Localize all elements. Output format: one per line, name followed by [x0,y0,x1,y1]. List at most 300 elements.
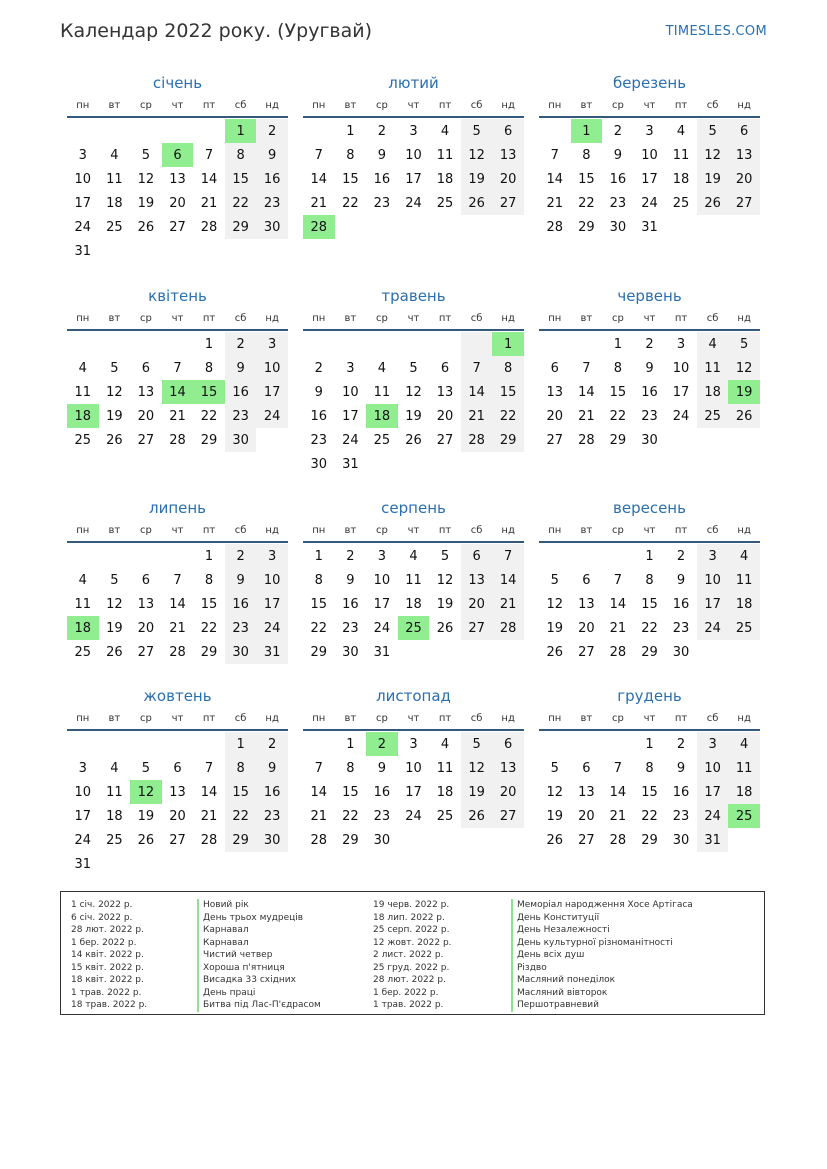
weekday-label: нд [501,99,515,111]
day-cell: 23 [373,195,391,211]
month-name: вересень [613,499,686,517]
holiday-day: 19 [728,380,760,404]
day-cell: 29 [225,215,257,239]
day-cell: 9 [314,384,323,400]
day-cell: 26 [728,404,760,428]
holiday-day: 25 [728,804,760,828]
day-cell: 30 [672,644,690,660]
day-cell: 14 [200,171,218,187]
day-cell: 12 [461,143,493,167]
day-cell: 24 [256,404,288,428]
day-cell: 18 [106,195,123,211]
day-cell: 20 [728,167,760,191]
day-cell: 9 [256,756,288,780]
day-cell: 26 [461,804,493,828]
empty-day [130,544,162,568]
empty-day [130,332,162,356]
day-cell: 17 [697,592,729,616]
day-cell: 1 [204,336,214,352]
day-cell: 16 [225,592,257,616]
holiday-day: 15 [193,380,225,404]
day-cell: 9 [377,760,387,776]
day-cell: 5 [728,332,760,356]
weekday-header [539,519,760,543]
day-cell: 30 [672,832,690,848]
day-cell: 22 [641,808,658,824]
weekday-label: нд [501,712,515,724]
day-cell: 1 [346,123,355,139]
day-cell: 17 [256,592,288,616]
day-cell: 27 [461,616,493,640]
month-name: серпень [381,499,446,517]
weekday-label: вт [344,524,357,536]
day-cell: 13 [169,784,186,800]
day-cell: 4 [110,147,119,163]
empty-day [99,544,131,568]
day-cell: 12 [137,171,155,187]
month-name: жовтень [143,687,212,705]
day-cell: 7 [582,360,591,376]
day-cell: 17 [697,780,729,804]
day-cell: 22 [492,404,524,428]
day-cell: 27 [169,832,186,848]
month-name: листопад [376,687,451,705]
weekday-header [539,94,760,118]
legend-entry: Першотравневий [511,999,693,1012]
empty-day [67,544,99,568]
empty-day [303,119,335,143]
weekday-header [67,519,288,543]
day-cell: 24 [342,432,359,448]
day-cell: 14 [609,596,627,612]
legend-entry: День Незалежності [511,924,693,937]
day-cell: 11 [405,572,422,588]
weekday-header [539,307,760,331]
weekday-label: ср [139,524,152,536]
day-cell: 13 [546,384,564,400]
day-cell: 1 [225,732,257,756]
day-cell: 5 [409,360,418,376]
day-cell: 5 [550,760,559,776]
weekday-label: пн [548,99,562,111]
day-cell: 19 [697,167,729,191]
day-cell: 31 [641,219,658,235]
weekday-label: чт [171,524,184,536]
empty-day [366,332,398,356]
day-cell: 18 [672,171,690,187]
day-cell: 3 [409,123,418,139]
day-cell: 25 [728,616,760,640]
holiday-day: 14 [162,380,194,404]
day-cell: 9 [676,760,686,776]
legend-entry: 1 січ. 2022 р. [71,900,133,910]
weekday-label: сб [706,99,719,111]
weekday-label: пт [438,99,452,111]
empty-day [303,732,335,756]
empty-day [539,332,571,356]
day-cell: 3 [78,147,87,163]
day-cell: 18 [106,808,123,824]
holiday-day: 1 [492,332,524,356]
weekday-label: сб [706,312,719,324]
weekday-label: чт [643,524,656,536]
legend-entry: День всіх душ [511,949,693,962]
day-cell: 20 [169,195,186,211]
day-cell: 2 [225,544,257,568]
weekday-label: чт [643,99,656,111]
legend-entry: 18 лип. 2022 р. [373,912,445,923]
month-block [539,285,760,452]
weekday-header [303,307,524,331]
day-cell: 21 [609,620,627,636]
site-logo-link[interactable]: TIMESLES.COM [665,24,767,39]
day-cell: 21 [169,408,186,424]
day-cell: 19 [461,780,493,804]
day-cell: 20 [169,808,186,824]
day-cell: 20 [492,780,524,804]
day-cell: 4 [440,736,450,752]
month-name: грудень [617,687,682,705]
day-cell: 8 [225,756,257,780]
day-cell: 19 [461,167,493,191]
legend-entry: 15 квіт. 2022 р. [71,962,144,973]
legend-entry: 1 трав. 2022 р. [373,1000,444,1010]
day-cell: 24 [405,195,422,211]
day-cell: 4 [110,760,119,776]
day-cell: 16 [225,380,257,404]
weekday-label: сб [706,524,719,536]
day-cell: 30 [609,219,627,235]
day-cell: 21 [578,408,595,424]
legend-entry: Битва під Лас-П'єдрасом [197,999,321,1012]
day-cell: 13 [461,568,493,592]
weekday-label: пн [312,312,326,324]
day-cell: 31 [256,640,288,664]
weekday-label: пт [674,524,688,536]
weekday-header [303,707,524,731]
day-cell: 10 [405,760,422,776]
day-grid [539,732,760,852]
legend-left-names [197,899,321,1012]
empty-day [193,119,225,143]
day-cell: 6 [582,572,591,588]
day-cell: 23 [256,804,288,828]
weekday-label: пт [438,712,452,724]
day-cell: 8 [346,760,355,776]
day-cell: 17 [256,380,288,404]
empty-day [193,732,225,756]
weekday-label: пт [202,524,216,536]
weekday-label: вт [108,99,121,111]
day-cell: 30 [225,428,257,452]
weekday-label: нд [265,312,279,324]
weekday-label: нд [737,524,751,536]
legend-entry: 2 лист. 2022 р. [373,950,444,960]
day-cell: 2 [613,123,623,139]
weekday-label: чт [407,712,420,724]
day-cell: 5 [461,119,493,143]
empty-day [99,332,131,356]
day-cell: 31 [74,243,92,259]
day-cell: 19 [436,596,454,612]
day-cell: 3 [377,548,387,564]
day-cell: 22 [578,195,595,211]
day-cell: 16 [609,171,627,187]
day-cell: 31 [697,828,729,852]
day-cell: 13 [492,756,524,780]
weekday-label: пн [76,524,90,536]
day-cell: 8 [314,572,323,588]
day-cell: 16 [310,408,328,424]
weekday-label: ср [611,312,624,324]
day-cell: 4 [728,732,760,756]
day-cell: 26 [436,620,454,636]
day-cell: 30 [256,828,288,852]
day-cell: 27 [137,644,155,660]
day-grid [303,732,524,852]
day-cell: 28 [578,432,595,448]
weekday-label: ср [611,524,624,536]
day-cell: 16 [256,167,288,191]
day-cell: 23 [342,620,359,636]
day-cell: 4 [78,572,87,588]
day-cell: 20 [461,592,493,616]
day-cell: 6 [141,572,151,588]
legend-entry: Карнавал [197,937,321,950]
legend-entry: Масляний понеділок [511,974,693,987]
day-cell: 20 [492,167,524,191]
holiday-day: 28 [303,215,335,239]
day-cell: 3 [697,544,729,568]
empty-day [162,732,194,756]
day-cell: 9 [225,568,257,592]
day-cell: 31 [373,644,391,660]
day-cell: 9 [676,572,686,588]
weekday-label: ср [139,312,152,324]
day-cell: 7 [204,760,214,776]
empty-day [602,732,634,756]
day-cell: 5 [141,147,151,163]
day-cell: 1 [645,548,654,564]
empty-day [99,732,131,756]
month-block [539,72,760,239]
day-cell: 27 [137,432,155,448]
day-cell: 21 [169,620,186,636]
day-cell: 10 [342,384,359,400]
day-cell: 9 [377,147,387,163]
day-cell: 24 [672,408,690,424]
day-cell: 24 [373,620,391,636]
day-cell: 24 [74,832,92,848]
day-cell: 28 [200,832,218,848]
day-cell: 6 [440,360,450,376]
month-block [67,72,288,263]
legend-entry: Новий рік [197,899,321,912]
day-cell: 9 [256,143,288,167]
legend-entry: 1 трав. 2022 р. [71,987,142,998]
day-cell: 11 [74,384,92,400]
day-cell: 12 [436,572,454,588]
empty-day [130,119,162,143]
day-cell: 13 [436,384,454,400]
weekday-label: сб [234,712,247,724]
weekday-label: ср [375,312,388,324]
weekday-label: пт [674,312,688,324]
day-cell: 11 [74,596,92,612]
weekday-label: ср [611,99,624,111]
day-cell: 22 [200,620,218,636]
empty-day [398,332,430,356]
day-cell: 27 [578,644,595,660]
holiday-day: 6 [162,143,194,167]
day-cell: 18 [728,780,760,804]
day-cell: 11 [106,171,123,187]
day-cell: 6 [492,732,524,756]
legend-entry: 1 бер. 2022 р. [71,937,137,948]
weekday-label: вт [108,712,121,724]
day-cell: 30 [225,640,257,664]
day-cell: 26 [461,191,493,215]
day-cell: 4 [440,123,450,139]
day-cell: 15 [342,171,359,187]
day-cell: 5 [110,572,119,588]
weekday-label: пн [312,524,326,536]
holiday-day: 18 [67,404,99,428]
day-grid [539,544,760,664]
day-cell: 20 [436,408,454,424]
holiday-day: 1 [225,119,257,143]
day-cell: 21 [546,195,564,211]
day-cell: 5 [141,760,151,776]
day-cell: 1 [204,548,214,564]
day-cell: 5 [440,548,450,564]
day-cell: 28 [169,432,186,448]
empty-day [162,119,194,143]
day-cell: 21 [200,195,218,211]
day-cell: 8 [613,360,623,376]
day-cell: 5 [461,732,493,756]
day-cell: 17 [405,171,422,187]
day-cell: 4 [697,332,729,356]
day-cell: 7 [613,760,623,776]
day-cell: 24 [405,808,422,824]
month-block [303,72,524,239]
day-cell: 26 [137,832,155,848]
day-cell: 12 [697,143,729,167]
day-cell: 14 [169,596,186,612]
day-cell: 10 [405,147,422,163]
day-cell: 2 [676,548,686,564]
holiday-day: 25 [398,616,430,640]
legend-entry: 6 січ. 2022 р. [71,912,133,923]
empty-day [67,119,99,143]
day-cell: 2 [346,548,355,564]
month-name: січень [152,74,203,92]
month-name: березень [612,74,687,92]
empty-day [429,332,461,356]
day-cell: 10 [373,572,391,588]
day-cell: 29 [609,432,627,448]
weekday-header [539,707,760,731]
day-cell: 20 [137,408,155,424]
weekday-label: вт [580,712,593,724]
month-name: червень [617,287,682,305]
day-cell: 13 [492,143,524,167]
legend-entry: День трьох мудреців [197,912,321,925]
weekday-label: пн [312,99,326,111]
day-cell: 15 [609,384,627,400]
legend-entry: День культурної різноманітності [511,937,693,950]
day-cell: 25 [436,195,454,211]
weekday-header [67,307,288,331]
day-cell: 14 [461,380,493,404]
day-cell: 20 [578,808,595,824]
day-cell: 28 [461,428,493,452]
day-cell: 27 [169,219,186,235]
day-cell: 12 [405,384,422,400]
weekday-label: чт [407,99,420,111]
day-cell: 27 [492,804,524,828]
day-cell: 11 [672,147,690,163]
day-cell: 16 [256,780,288,804]
holiday-day: 18 [67,616,99,640]
day-cell: 13 [578,596,595,612]
day-cell: 15 [342,784,359,800]
holiday-day: 1 [571,119,603,143]
day-cell: 8 [204,572,214,588]
day-cell: 12 [546,784,564,800]
day-cell: 7 [314,760,323,776]
day-cell: 19 [137,808,155,824]
month-block [303,685,524,852]
legend-entry: 12 жовт. 2022 р. [373,937,452,948]
legend-right-names [511,899,693,1012]
day-cell: 15 [310,596,328,612]
day-cell: 7 [461,356,493,380]
day-cell: 25 [106,832,123,848]
month-block [303,497,524,664]
weekday-label: чт [643,712,656,724]
weekday-label: пн [548,712,562,724]
day-cell: 2 [314,360,323,376]
day-cell: 4 [78,360,87,376]
day-cell: 14 [310,784,328,800]
day-cell: 17 [74,808,92,824]
empty-day [602,544,634,568]
day-cell: 22 [641,620,658,636]
day-cell: 17 [342,408,359,424]
day-cell: 1 [314,548,323,564]
weekday-label: нд [265,524,279,536]
day-cell: 14 [200,784,218,800]
month-block [303,285,524,476]
day-cell: 16 [342,596,359,612]
day-cell: 22 [609,408,627,424]
day-cell: 15 [225,780,257,804]
day-cell: 19 [106,408,123,424]
day-cell: 11 [728,568,760,592]
day-cell: 25 [74,432,92,448]
day-cell: 17 [641,171,658,187]
weekday-label: сб [234,524,247,536]
day-cell: 28 [492,616,524,640]
day-cell: 23 [609,195,627,211]
day-cell: 11 [436,147,454,163]
day-cell: 22 [342,808,359,824]
day-cell: 21 [310,195,328,211]
day-cell: 7 [613,572,623,588]
day-cell: 25 [436,808,454,824]
